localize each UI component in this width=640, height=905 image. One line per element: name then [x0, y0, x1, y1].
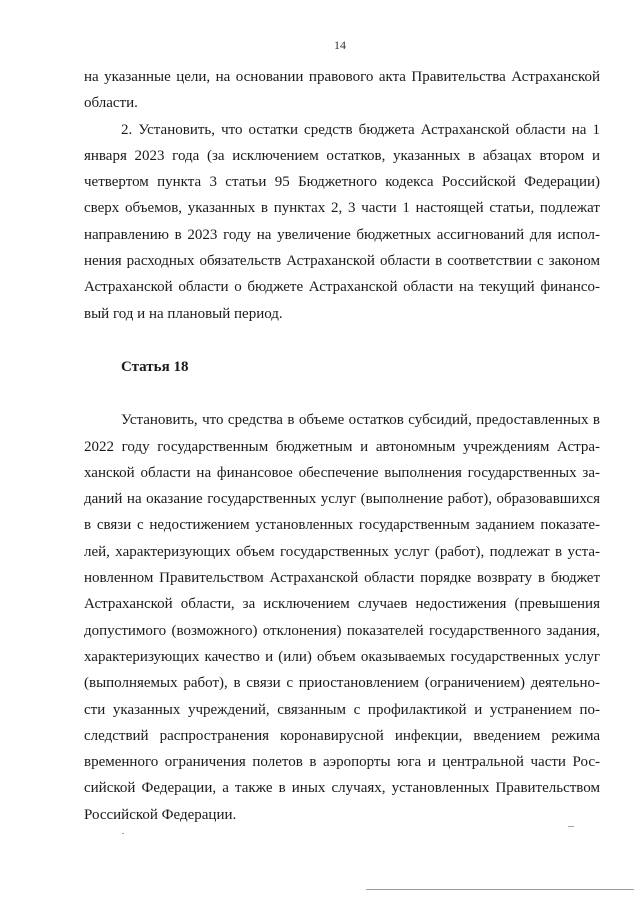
bottom-scan-line — [366, 889, 634, 890]
article-18-title: Статья 18 — [121, 358, 189, 375]
continuation-paragraph: на указанные цели, на основании правового акта Правительства Астраханской области. — [84, 69, 600, 112]
clause-2-paragraph: 2. Установить, что остатки средств бюджета Астраханской области на 1 января 2023 года (за исключением остатков, указанных в абзацах втором и четвертом пункта 3 статьи 95 Бюджетного кодекса Российской Федерации) сверх объемов, указанных в пунктах 2, 3 части 1 настоящей статьи, подлежат направлению в 2023 году на увеличение бюджетных ассигнований для исполнения расходных обязательств Астраханской области в соответствии с законом Астраханской области о бюджете Астраханской области на текущий финансовый год и на плановый период. — [84, 121, 600, 322]
scan-speck — [122, 833, 124, 834]
scan-speck — [568, 826, 574, 827]
page-number: 14 — [334, 38, 346, 52]
page-content — [84, 64, 600, 828]
article-18-body: Установить, что средства в объеме остатков субсидий, предоставленных в 2022 году государственным бюджетным и автономным учреждениям Астраханской области на финансовое обеспечение выполнения государственных заданий на оказание государственных услуг (выполнение работ), образовавшихся в связи с недостижением установленных государственным заданием показателей, характеризующих объем государственных услуг (работ), подлежат в установленном Правительством Астраханской области порядке возврату в бюджет Астраханской области, за исключением случаев недостижения (превышения допустимого (возможного) отклонения) показателей государственного задания, характеризующих качество и (или) объем оказываемых государственных услуг (выполняемых работ), в связи с приостановлением (ограничением) деятельности указанных учреждений, связанным с профилактикой и устранением последствий распространения коронавирусной инфекции, введением режима временного ограничения полетов в аэропорты юга и центральной части Российской Федерации, а также в иных случаях, установленных Правительством Российской Федерации. — [84, 412, 600, 823]
